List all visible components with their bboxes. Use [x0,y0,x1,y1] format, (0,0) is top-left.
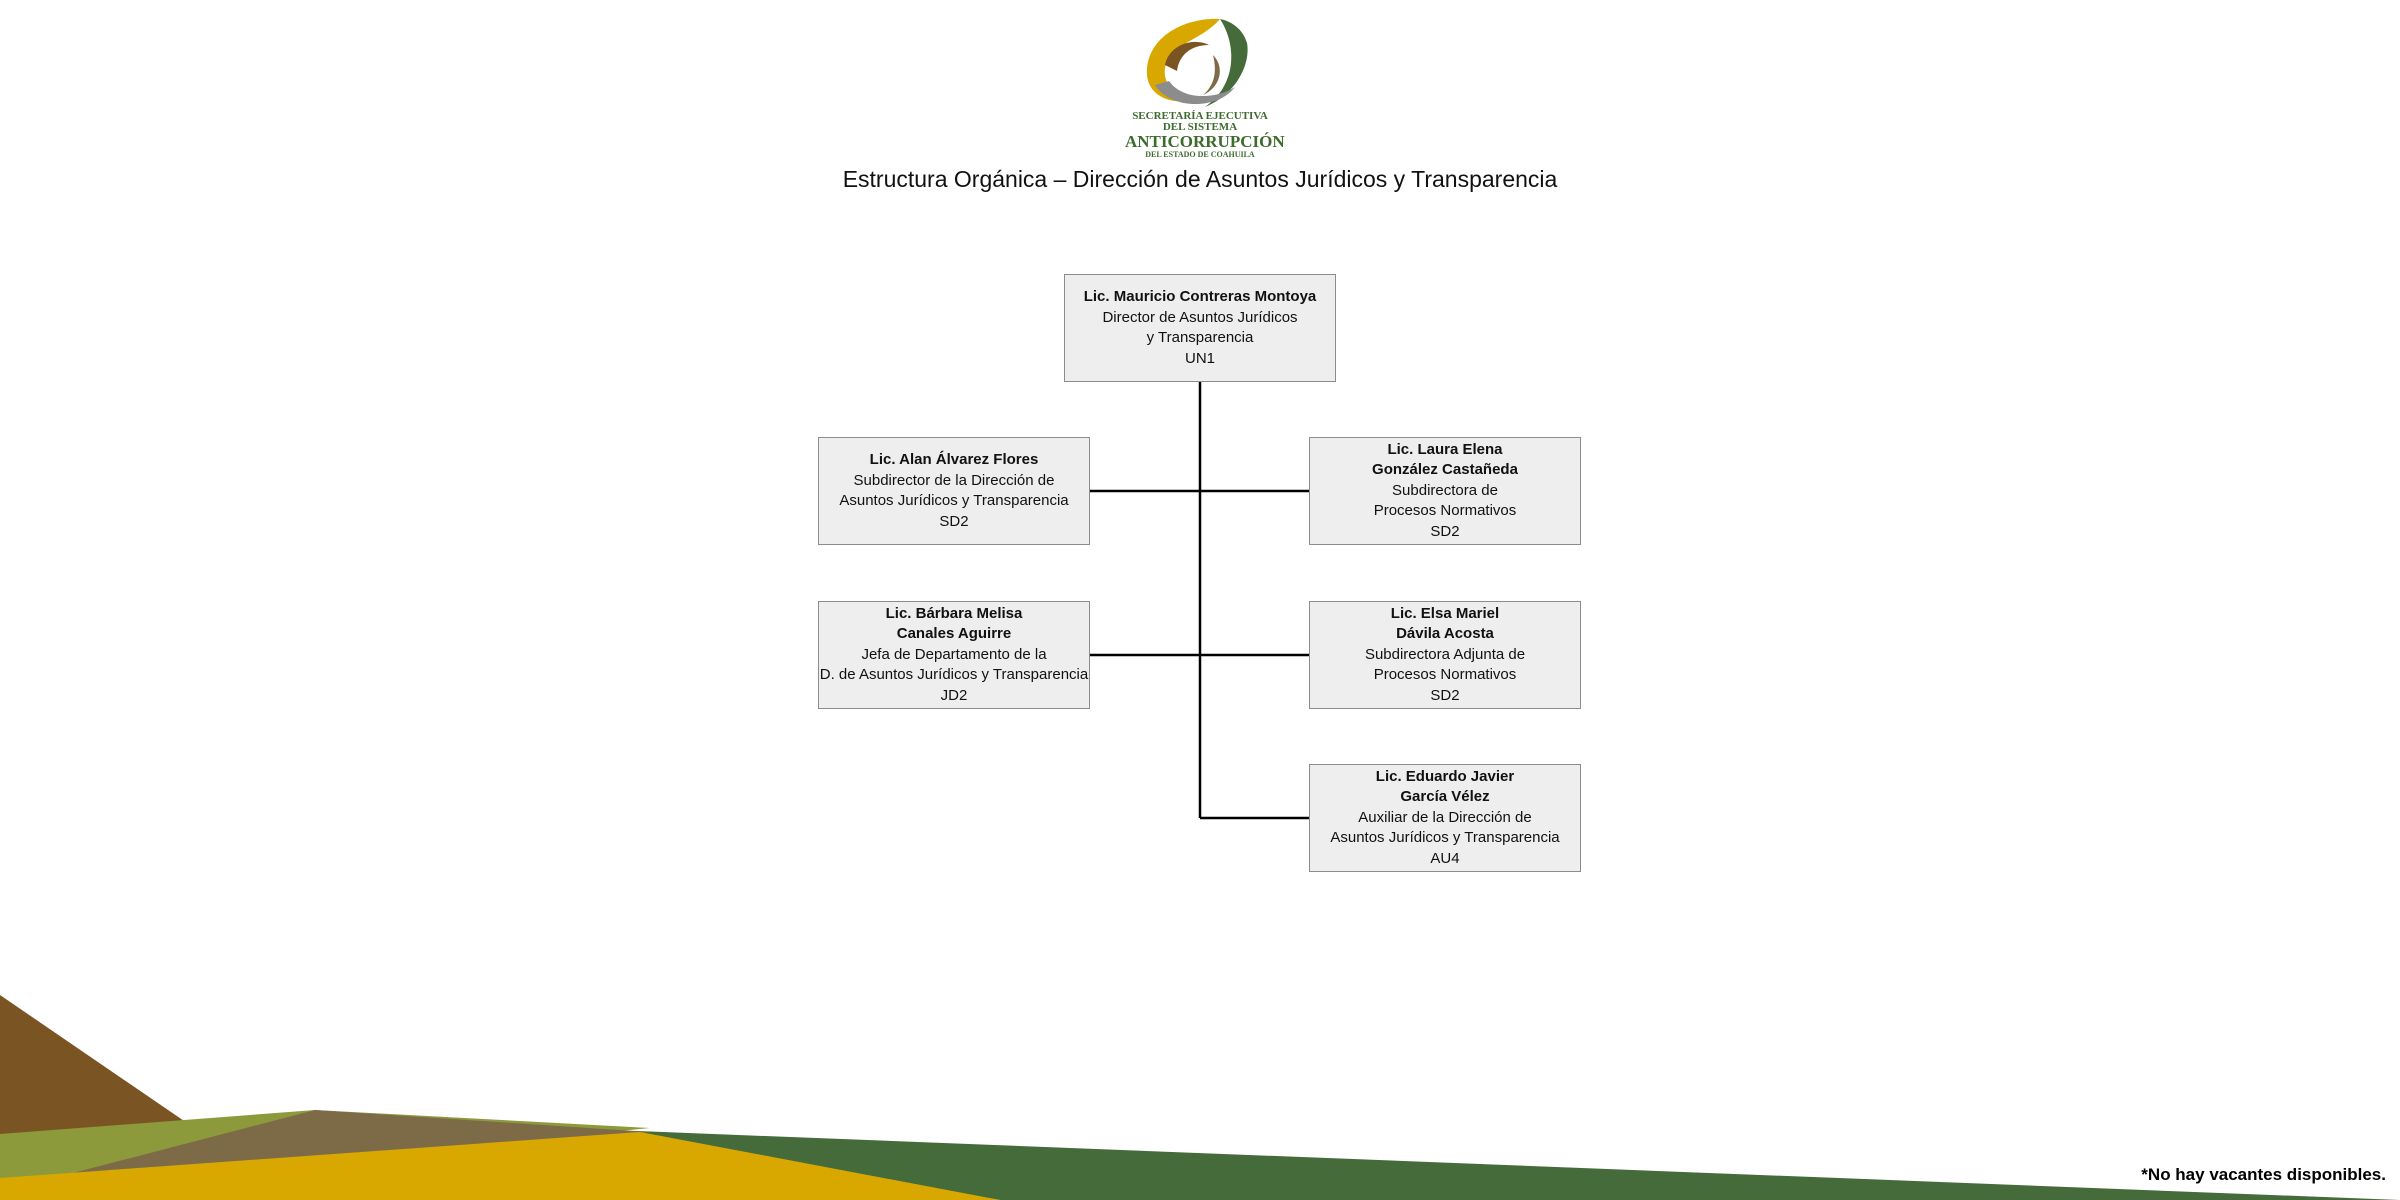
org-node-subdirector-alan [818,437,1090,545]
node-name-line2: García Vélez [1400,788,1490,806]
node-role-line2: Procesos Normativos [1373,666,1517,684]
node-code: JD2 [940,686,968,704]
node-role-line1: Subdirectora Adjunta de [1364,645,1526,663]
node-role-line1: Subdirector de la Dirección de [853,471,1055,489]
logo-text-line4: DEL ESTADO DE COAHUILA [1145,150,1255,159]
node-role-line2: y Transparencia [1146,329,1254,346]
org-node-director [1064,274,1336,382]
page-title: Estructura Orgánica – Dirección de Asuntos Jurídicos y Transparencia [842,166,1558,192]
node-code: UN1 [1184,349,1215,367]
node-role-line2: Asuntos Jurídicos y Transparencia [839,492,1069,509]
node-role-line2: Procesos Normativos [1373,502,1517,520]
node-name-line1: Lic. Laura Elena [1387,440,1503,458]
node-role-line1: Subdirectora de [1392,481,1498,499]
org-node-assistant-eduardo [1309,764,1581,872]
node-code: SD2 [1430,686,1460,704]
org-node-adjunct-subdirector-elsa [1309,601,1581,709]
org-node-subdirector-laura [1309,437,1581,545]
logo-text-line3: ANTICORRUPCIÓN [1125,132,1285,151]
org-node-department-head-barbara [818,601,1090,709]
node-name: Lic. Alan Álvarez Flores [869,451,1039,468]
node-role-line1: Jefa de Departamento de la [861,645,1047,663]
node-name-line2: Dávila Acosta [1396,625,1494,643]
node-role-line1: Auxiliar de la Dirección de [1358,808,1532,826]
logo-text-line2: DEL SISTEMA [1162,121,1238,133]
node-code: SD2 [1430,522,1460,540]
node-name: Lic. Mauricio Contreras Montoya [1083,288,1317,305]
node-code: AU4 [1430,849,1460,867]
node-code: SD2 [939,512,969,530]
node-role-line2: D. de Asuntos Jurídicos y Transparencia [819,666,1089,684]
node-name-line1: Lic. Bárbara Melisa [885,604,1023,622]
node-role-line2: Asuntos Jurídicos y Transparencia [1330,829,1560,847]
node-name-line1: Lic. Elsa Mariel [1390,604,1500,622]
logo-text-line1: SECRETARÍA EJECUTIVA [1132,110,1268,122]
node-name-line2: González Castañeda [1372,461,1518,479]
node-role-line1: Director de Asuntos Jurídicos [1102,308,1298,326]
node-name-line1: Lic. Eduardo Javier [1375,767,1515,785]
node-name-line2: Canales Aguirre [896,625,1012,643]
vacancies-note: *No hay vacantes disponibles. [2141,1165,2386,1184]
